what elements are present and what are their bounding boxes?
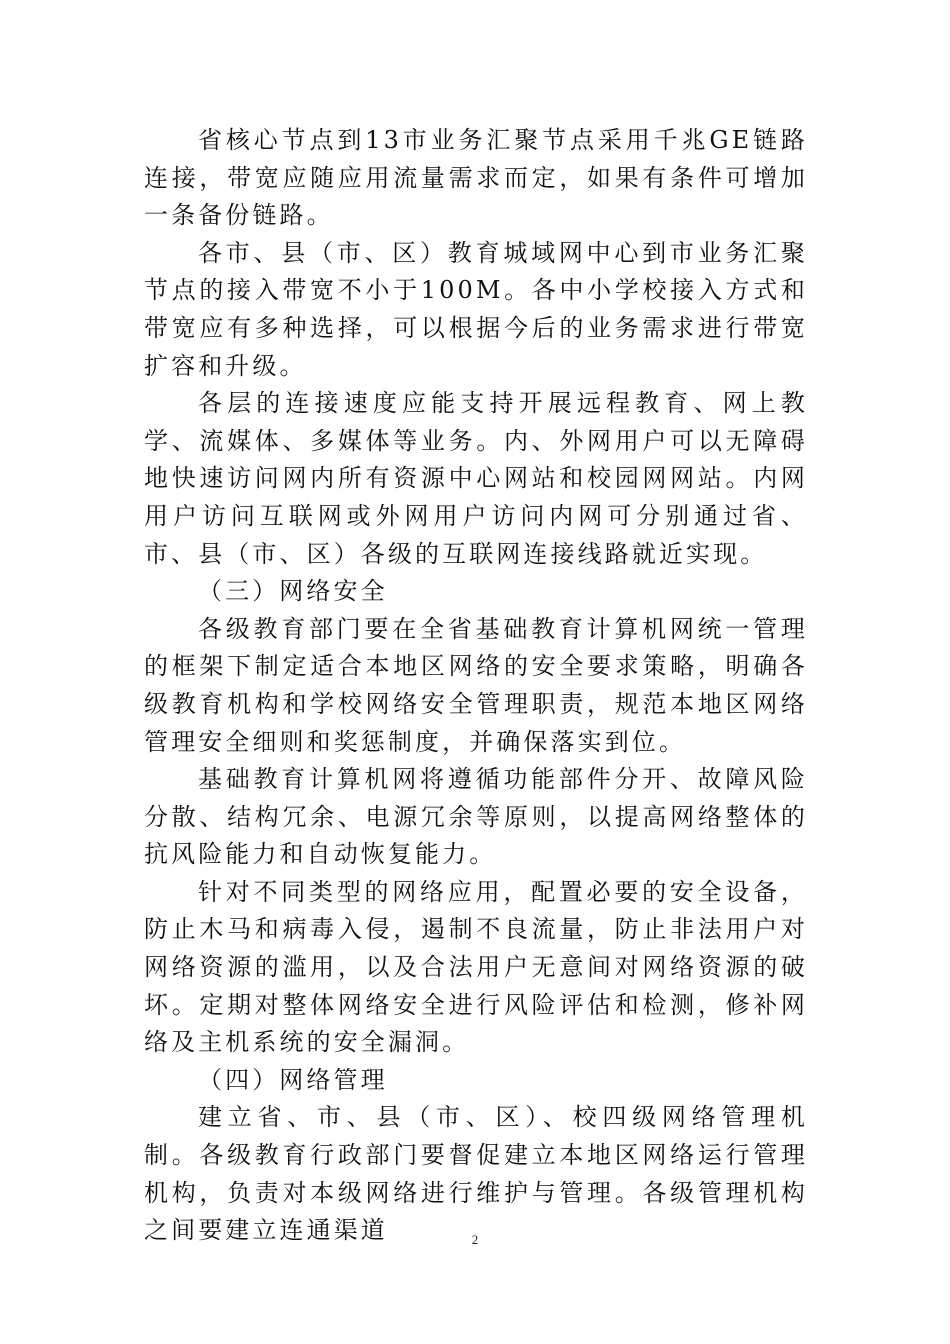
section-heading-network-security: （三）网络安全 <box>198 577 388 606</box>
paragraph-security-devices: 针对不同类型的网络应用，配置必要的安全设备，防止木马和病毒入侵，遏制不良流量，防止非法用户对网络资源的滥用，以及合法用户无意间对网络资源的破坏。定期对整体网络安全进行风险评估和检测，修补网络及主机系统的安全漏洞。 <box>144 877 808 1057</box>
paragraph-redundancy-principles: 基础教育计算机网将遵循功能部件分开、故障风险分散、结构冗余、电源冗余等原则，以提高网络整体的抗风险能力和自动恢复能力。 <box>144 765 808 869</box>
paragraph-security-policy: 各级教育部门要在全省基础教育计算机网统一管理的框架下制定适合本地区网络的安全要求策略，明确各级教育机构和学校网络安全管理职责，规范本地区网络管理安全细则和奖惩制度，并确保落实到位。 <box>144 614 808 756</box>
paragraph-backbone-link: 省核心节点到13市业务汇聚节点采用千兆GE链路连接，带宽应随应用流量需求而定，如果有条件可增加一条备份链路。 <box>144 126 808 230</box>
paragraph-management-mechanism: 建立省、市、县（市、区）、校四级网络管理机制。各级教育行政部门要督促建立本地区网络运行管理机构，负责对本级网络进行维护与管理。各级管理机构之间要建立连通渠道 <box>144 1103 808 1245</box>
page-number: 2 <box>471 1232 479 1247</box>
section-heading-network-management: （四）网络管理 <box>198 1065 388 1094</box>
document-body <box>144 122 808 1250</box>
paragraph-access-bandwidth: 各市、县（市、区）教育城域网中心到市业务汇聚节点的接入带宽不小于100M。各中小学校接入方式和带宽应有多种选择，可以根据今后的业务需求进行带宽扩容和升级。 <box>144 238 808 380</box>
paragraph-connection-speed: 各层的连接速度应能支持开展远程教育、网上教学、流媒体、多媒体等业务。内、外网用户可以无障碍地快速访问网内所有资源中心网站和校园网网站。内网用户访问互联网或外网用户访问内网可分别通过省、市、县（市、区）各级的互联网连接线路就近实现。 <box>144 389 808 568</box>
